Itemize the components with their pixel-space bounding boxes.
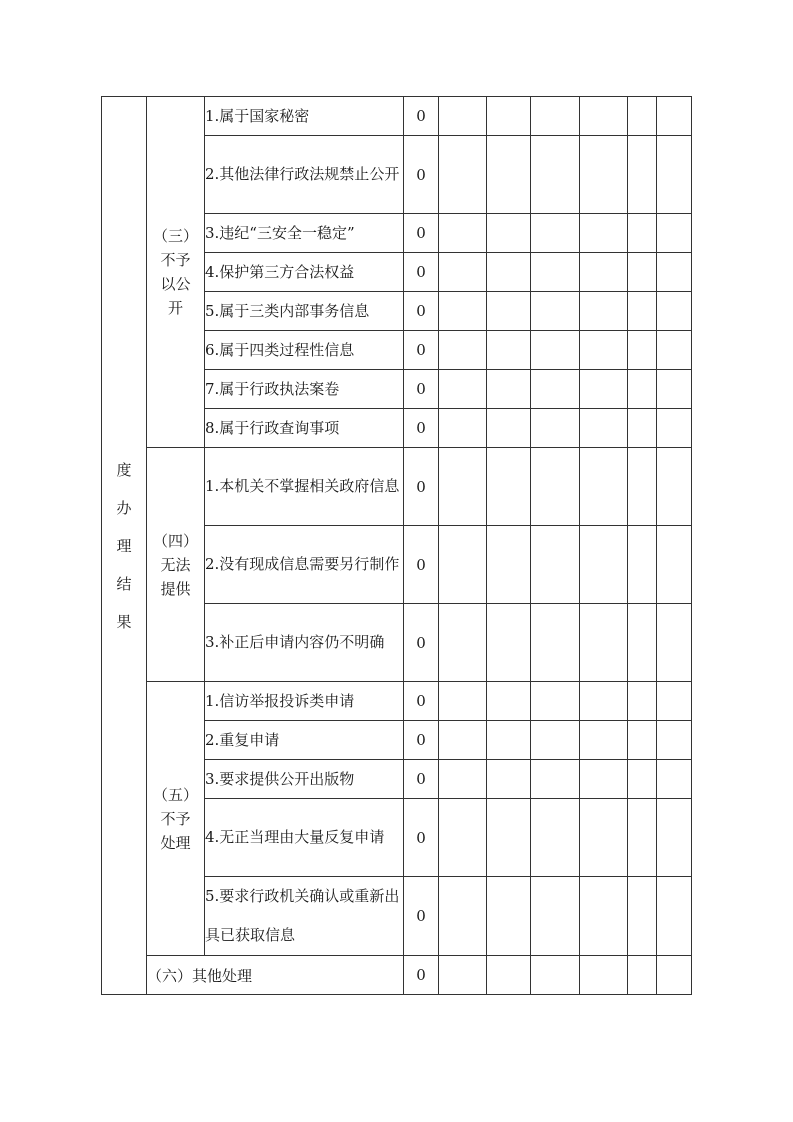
group-label-5: [147, 682, 205, 956]
item-label: 4.保护第三方合法权益: [205, 253, 404, 292]
blank-cell: [580, 721, 628, 760]
blank-cell: [657, 292, 692, 331]
item-value: 0: [404, 448, 439, 526]
item-value: 0: [404, 799, 439, 877]
blank-cell: [657, 253, 692, 292]
item-label: 2.其他法律行政法规禁止公开: [205, 136, 404, 214]
blank-cell: [657, 721, 692, 760]
item-value: 0: [404, 370, 439, 409]
blank-cell: [657, 136, 692, 214]
group-label-line: 以公: [160, 275, 191, 293]
blank-cell: [439, 370, 487, 409]
blank-cell: [439, 526, 487, 604]
category-char: 办: [116, 498, 132, 517]
blank-cell: [531, 526, 580, 604]
blank-cell: [439, 409, 487, 448]
blank-cell: [580, 370, 628, 409]
item-value: 0: [404, 292, 439, 331]
blank-cell: [531, 214, 580, 253]
blank-cell: [657, 604, 692, 682]
blank-cell: [531, 331, 580, 370]
blank-cell: [628, 331, 657, 370]
blank-cell: [580, 448, 628, 526]
blank-cell: [628, 956, 657, 995]
blank-cell: [628, 253, 657, 292]
blank-cell: [580, 799, 628, 877]
group-label-line: （五）: [152, 785, 198, 804]
blank-cell: [580, 604, 628, 682]
blank-cell: [487, 682, 531, 721]
blank-cell: [628, 448, 657, 526]
item-label: 5.要求行政机关确认或重新出具已获取信息: [205, 877, 404, 956]
blank-cell: [580, 331, 628, 370]
blank-cell: [487, 292, 531, 331]
category-char: 理: [116, 536, 132, 555]
blank-cell: [439, 760, 487, 799]
blank-cell: [487, 877, 531, 956]
blank-cell: [531, 877, 580, 956]
blank-cell: [487, 760, 531, 799]
blank-cell: [439, 331, 487, 370]
blank-cell: [628, 526, 657, 604]
item-value: 0: [404, 253, 439, 292]
item-value: 0: [404, 526, 439, 604]
blank-cell: [439, 136, 487, 214]
blank-cell: [580, 409, 628, 448]
blank-cell: [628, 136, 657, 214]
blank-cell: [531, 370, 580, 409]
blank-cell: [531, 97, 580, 136]
blank-cell: [580, 526, 628, 604]
blank-cell: [439, 292, 487, 331]
item-value: 0: [404, 214, 439, 253]
blank-cell: [580, 877, 628, 956]
group-label-line: 处理: [160, 833, 191, 852]
blank-cell: [531, 292, 580, 331]
blank-cell: [628, 799, 657, 877]
blank-cell: [439, 799, 487, 877]
blank-cell: [487, 448, 531, 526]
category-char: 度: [116, 460, 132, 479]
blank-cell: [580, 956, 628, 995]
blank-cell: [580, 136, 628, 214]
blank-cell: [531, 604, 580, 682]
blank-cell: [628, 760, 657, 799]
blank-cell: [657, 877, 692, 956]
blank-cell: [628, 604, 657, 682]
blank-cell: [487, 331, 531, 370]
group-label-line: 不予: [160, 251, 191, 269]
item-value: 0: [404, 877, 439, 956]
item-label: 1.信访举报投诉类申请: [205, 682, 404, 721]
blank-cell: [531, 721, 580, 760]
blank-cell: [487, 526, 531, 604]
item-value: 0: [404, 604, 439, 682]
group-label-line: （三）: [152, 227, 198, 245]
category-cell: [102, 97, 147, 995]
blank-cell: [657, 370, 692, 409]
blank-cell: [487, 214, 531, 253]
blank-cell: [628, 682, 657, 721]
item-label: 4.无正当理由大量反复申请: [205, 799, 404, 877]
blank-cell: [439, 97, 487, 136]
item-label: 3.补正后申请内容仍不明确: [205, 604, 404, 682]
item-value: 0: [404, 721, 439, 760]
blank-cell: [628, 214, 657, 253]
blank-cell: [487, 97, 531, 136]
other-handling-label: （六）其他处理: [147, 956, 404, 995]
blank-cell: [657, 760, 692, 799]
item-value: 0: [404, 331, 439, 370]
blank-cell: [531, 682, 580, 721]
blank-cell: [580, 214, 628, 253]
group-label-line: 不予: [160, 809, 191, 828]
item-label: 3.要求提供公开出版物: [205, 760, 404, 799]
blank-cell: [439, 956, 487, 995]
blank-cell: [580, 760, 628, 799]
blank-cell: [657, 526, 692, 604]
item-value: 0: [404, 97, 439, 136]
item-label: 7.属于行政执法案卷: [205, 370, 404, 409]
blank-cell: [487, 721, 531, 760]
blank-cell: [439, 214, 487, 253]
group-label-4: [147, 448, 205, 682]
blank-cell: [531, 136, 580, 214]
blank-cell: [580, 292, 628, 331]
blank-cell: [657, 682, 692, 721]
blank-cell: [439, 604, 487, 682]
item-label: 3.违纪“三安全一稳定”: [205, 214, 404, 253]
blank-cell: [531, 799, 580, 877]
blank-cell: [531, 760, 580, 799]
results-table: [101, 96, 692, 995]
blank-cell: [487, 409, 531, 448]
blank-cell: [628, 292, 657, 331]
blank-cell: [487, 604, 531, 682]
blank-cell: [487, 370, 531, 409]
blank-cell: [657, 799, 692, 877]
blank-cell: [487, 136, 531, 214]
blank-cell: [628, 877, 657, 956]
category-char: 果: [116, 612, 132, 631]
blank-cell: [628, 370, 657, 409]
item-label: 8.属于行政查询事项: [205, 409, 404, 448]
item-label: 1.本机关不掌握相关政府信息: [205, 448, 404, 526]
blank-cell: [657, 409, 692, 448]
blank-cell: [628, 721, 657, 760]
group-label-line: （四）: [152, 531, 198, 550]
blank-cell: [580, 97, 628, 136]
item-label: 1.属于国家秘密: [205, 97, 404, 136]
group-label-line: 提供: [160, 579, 191, 598]
blank-cell: [657, 331, 692, 370]
category-char: 结: [116, 574, 132, 593]
blank-cell: [439, 877, 487, 956]
blank-cell: [487, 956, 531, 995]
blank-cell: [628, 409, 657, 448]
blank-cell: [439, 682, 487, 721]
item-value: 0: [404, 682, 439, 721]
blank-cell: [439, 721, 487, 760]
group-label-3: [147, 97, 205, 448]
item-value: 0: [404, 409, 439, 448]
item-label: 2.重复申请: [205, 721, 404, 760]
table-row: [102, 956, 692, 995]
item-value: 0: [404, 760, 439, 799]
blank-cell: [580, 253, 628, 292]
blank-cell: [580, 682, 628, 721]
table-row: [102, 97, 692, 136]
blank-cell: [657, 956, 692, 995]
table-row: [102, 682, 692, 721]
item-value: 0: [404, 956, 439, 995]
blank-cell: [657, 448, 692, 526]
blank-cell: [487, 799, 531, 877]
group-label-line: 开: [167, 299, 183, 317]
blank-cell: [439, 448, 487, 526]
item-label: 2.没有现成信息需要另行制作: [205, 526, 404, 604]
item-value: 0: [404, 136, 439, 214]
group-label-line: 无法: [160, 555, 191, 574]
blank-cell: [531, 409, 580, 448]
table-row: [102, 448, 692, 526]
item-label: 6.属于四类过程性信息: [205, 331, 404, 370]
blank-cell: [657, 97, 692, 136]
blank-cell: [487, 253, 531, 292]
blank-cell: [439, 253, 487, 292]
blank-cell: [657, 214, 692, 253]
blank-cell: [628, 97, 657, 136]
item-label: 5.属于三类内部事务信息: [205, 292, 404, 331]
blank-cell: [531, 956, 580, 995]
blank-cell: [531, 253, 580, 292]
blank-cell: [531, 448, 580, 526]
